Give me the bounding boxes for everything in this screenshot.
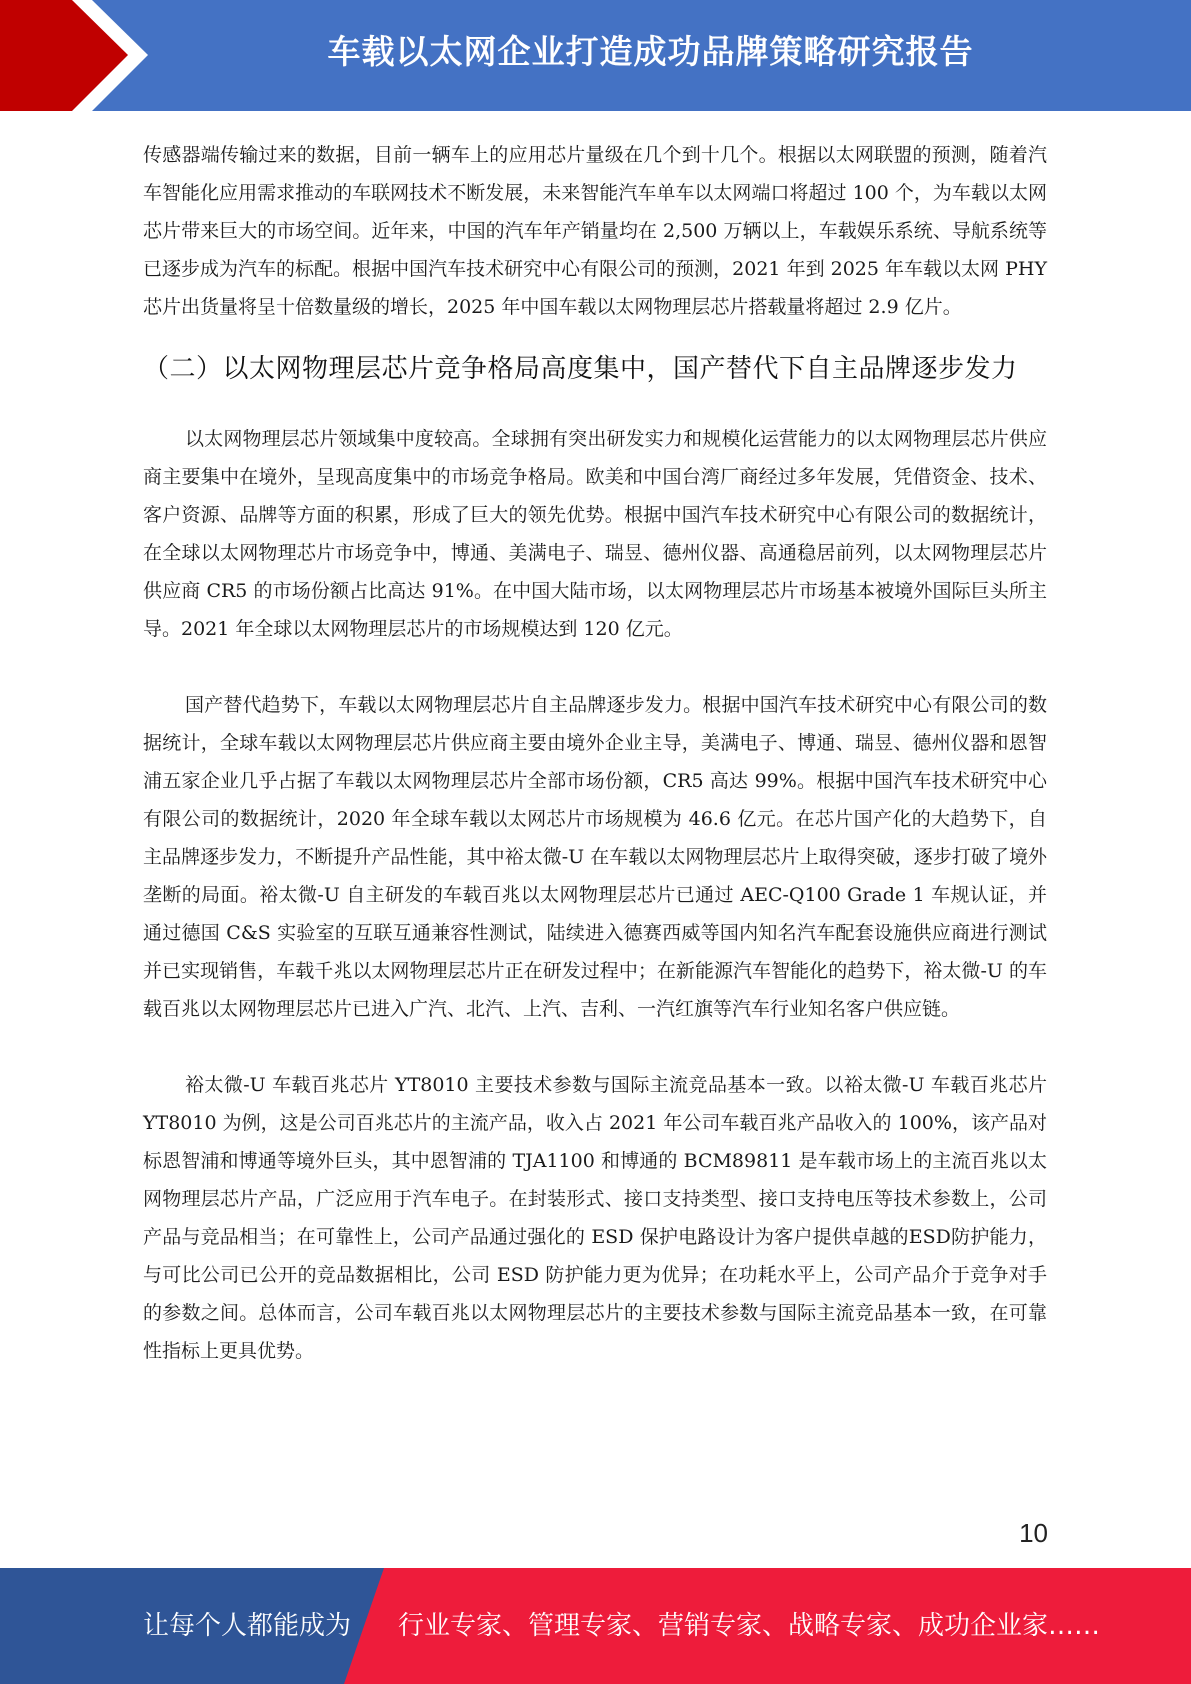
page-footer — [0, 1568, 1191, 1684]
report-title: 车载以太网企业打造成功品牌策略研究报告 — [327, 32, 974, 71]
footer-slogan-roles: 行业专家、管理专家、营销专家、战略专家、成功企业家…… — [398, 1611, 1101, 1641]
paragraph-spacer — [143, 1028, 1047, 1066]
page-header — [0, 0, 1191, 111]
page-content — [143, 136, 1047, 1370]
body-paragraph: 裕太微-U 车载百兆芯片 YT8010 主要技术参数与国际主流竞品基本一致。以裕太微-U 车载百兆芯片 YT8010 为例，这是公司百兆芯片的主流产品，收入占 2021 年公司车载百兆产品收入的 100%，该产品对标恩智浦和博通等境外巨头，其中恩智浦的 TJA1100 和博通的 BCM89811 是车载市场上的主流百兆以太网物理层芯片产品，广泛应用于汽车电子。在封装形式、接口支持类型、接口支持电压等技术参数上，公司产品与竞品相当；在可靠性上，公司产品通过强化的 ESD 保护电路设计为客户提供卓越的ESD防护能力，与可比公司已公开的竞品数据相比，公司 ESD 防护能力更为优异；在功耗水平上，公司产品介于竞争对手的参数之间。总体而言，公司车载百兆以太网物理层芯片的主要技术参数与国际主流竞品基本一致，在可靠性指标上更具优势。 — [143, 1074, 1047, 1362]
section-heading: （二）以太网物理层芯片竞争格局高度集中，国产替代下自主品牌逐步发力 — [143, 354, 1018, 384]
body-paragraph: 国产替代趋势下，车载以太网物理层芯片自主品牌逐步发力。根据中国汽车技术研究中心有限公司的数据统计，全球车载以太网物理层芯片供应商主要由境外企业主导，美满电子、博通、瑞昱、德州仪器和恩智浦五家企业几乎占据了车载以太网物理层芯片全部市场份额，CR5 高达 99%。根据中国汽车技术研究中心有限公司的数据统计，2020 年全球车载以太网芯片市场规模为 46.6 亿元。在芯片国产化的大趋势下，自主品牌逐步发力，不断提升产品性能，其中裕太微-U 在车载以太网物理层芯片上取得突破，逐步打破了境外垄断的局面。裕太微-U 自主研发的车载百兆以太网物理层芯片已通过 AEC-Q100 Grade 1 车规认证，并通过德国 C&S 实验室的互联互通兼容性测试，陆续进入德赛西威等国内知名汽车配套设施供应商进行测试并已实现销售，车载千兆以太网物理层芯片正在研发过程中；在新能源汽车智能化的趋势下，裕太微-U 的车载百兆以太网物理层芯片已进入广汽、北汽、上汽、吉利、一汽红旗等汽车行业知名客户供应链。 — [143, 694, 1047, 1020]
body-paragraph: 传感器端传输过来的数据，目前一辆车上的应用芯片量级在几个到十几个。根据以太网联盟的预测，随着汽车智能化应用需求推动的车联网技术不断发展，未来智能汽车单车以太网端口将超过 100 个，为车载以太网芯片带来巨大的市场空间。近年来，中国的汽车年产销量均在 2,500 万辆以上，车载娱乐系统、导航系统等已逐步成为汽车的标配。根据中国汽车技术研究中心有限公司的预测，2021 年到 2025 年车载以太网 PHY 芯片出货量将呈十倍数量级的增长，2025 年中国车载以太网物理层芯片搭载量将超过 2.9 亿片。 — [143, 144, 1047, 318]
page-number: 10 — [1019, 1518, 1048, 1548]
footer-slogan-lead: 让每个人都能成为 — [143, 1611, 352, 1641]
body-paragraph: 以太网物理层芯片领域集中度较高。全球拥有突出研发实力和规模化运营能力的以太网物理层芯片供应商主要集中在境外，呈现高度集中的市场竞争格局。欧美和中国台湾厂商经过多年发展，凭借资金、技术、客户资源、品牌等方面的积累，形成了巨大的领先优势。根据中国汽车技术研究中心有限公司的数据统计，在全球以太网物理芯片市场竞争中，博通、美满电子、瑞昱、德州仪器、高通稳居前列，以太网物理层芯片供应商 CR5 的市场份额占比高达 91%。在中国大陆市场，以太网物理层芯片市场基本被境外国际巨头所主导。2021 年全球以太网物理层芯片的市场规模达到 120 亿元。 — [143, 428, 1047, 640]
paragraph-spacer — [143, 648, 1047, 686]
